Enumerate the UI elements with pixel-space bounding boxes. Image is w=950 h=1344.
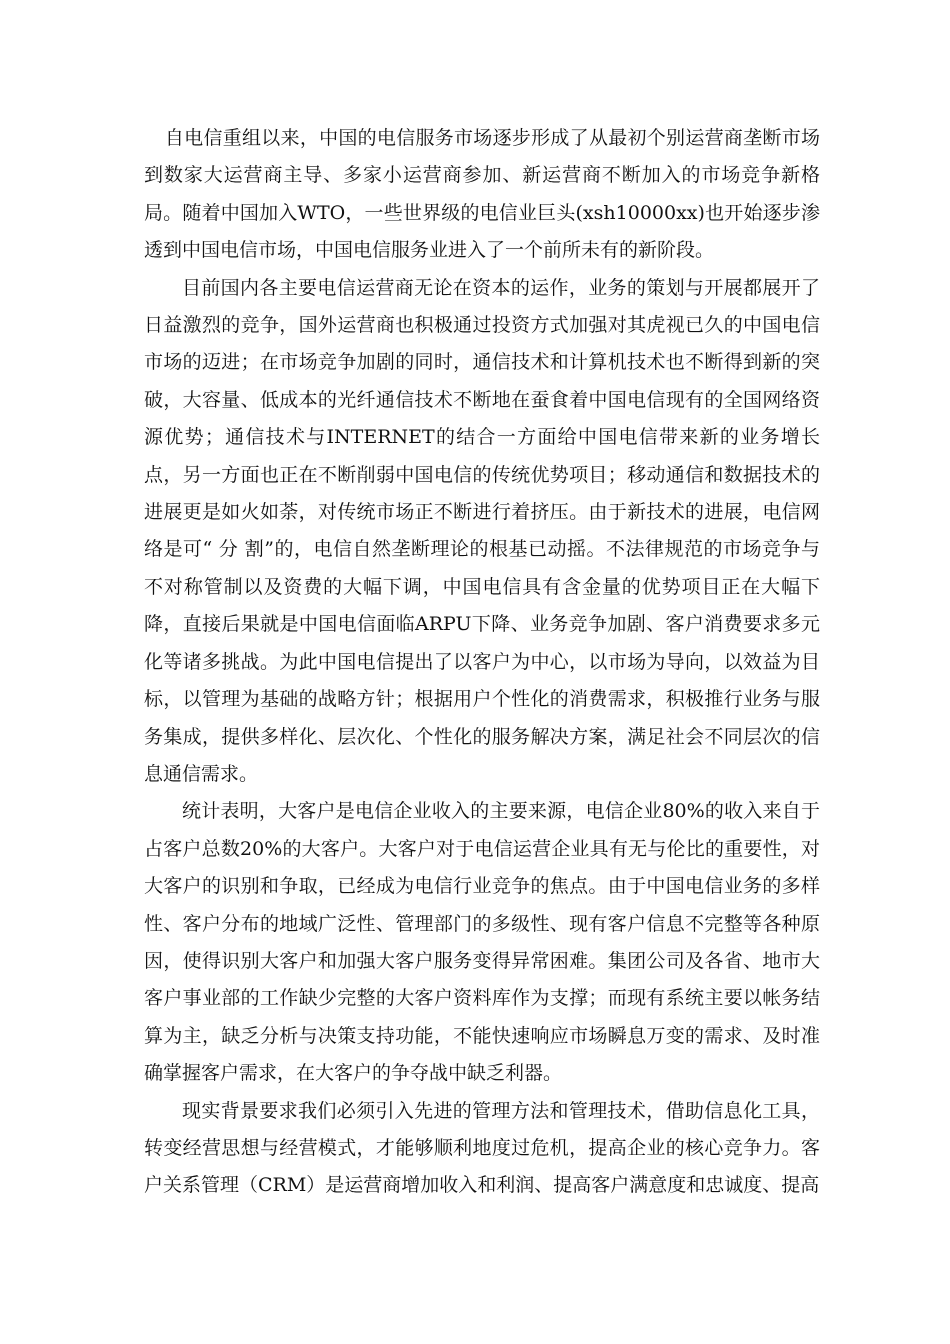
paragraph-3: 统计表明，大客户是电信企业收入的主要来源，电信企业80%的收入来自于占客户总数20%的大客户。大客户对于电信运营企业具有无与伦比的重要性，对大客户的识别和争取，已经成为电信行业竞争的焦点。由于中国电信业务的多样性、客户分布的地域广泛性、管理部门的多级性、现有客户信息不完整等各种原因，使得识别大客户和加强大客户服务变得异常困难。集团公司及各省、地市大客户事业部的工作缺少完整的大客户资料库作为支撑；而现有系统主要以帐务结算为主，缺乏分析与决策支持功能，不能快速响应市场瞬息万变的需求、及时准确掌握客户需求，在大客户的争夺战中缺乏利器。	[144, 800, 820, 1085]
paragraph-1: 自电信重组以来，中国的电信服务市场逐步形成了从最初个别运营商垄断市场到数家大运营商主导、多家小运营商参加、新运营商不断加入的市场竞争新格局。随着中国加入WTO，一些世界级的电信业巨头(xsh10000xx)也开始逐步渗透到中国电信市场，中国电信服务业进入了一个前所未有的新阶段。	[144, 127, 820, 262]
paragraph-4: 现实背景要求我们必须引入先进的管理方法和管理技术，借助信息化工具，转变经营思想与经营模式，才能够顺利地度过危机，提高企业的核心竞争力。客户关系管理（CRM）是运营商增加收入和利润、提高客户满意度和忠诚度、提高	[144, 1099, 820, 1197]
document-body	[144, 120, 820, 1205]
paragraph-2: 目前国内各主要电信运营商无论在资本的运作，业务的策划与开展都展开了日益激烈的竞争，国外运营商也积极通过投资方式加强对其虎视已久的中国电信市场的迈进；在市场竞争加剧的同时，通信技术和计算机技术也不断得到新的突破，大容量、低成本的光纤通信技术不断地在蚕食着中国电信现有的全国网络资源优势；通信技术与INTERNET的结合一方面给中国电信带来新的业务增长点，另一方面也正在不断削弱中国电信的传统优势项目；移动通信和数据技术的进展更是如火如荼，对传统市场正不断进行着挤压。由于新技术的进展，电信网络是可“ 分 割”的，电信自然垄断理论的根基已动摇。不法律规范的市场竞争与不对称管制以及资费的大幅下调，中国电信具有含金量的优势项目正在大幅下降，直接后果就是中国电信面临ARPU下降、业务竞争加剧、客户消费要求多元化等诸多挑战。为此中国电信提出了以客户为中心，以市场为导向，以效益为目标，以管理为基础的战略方针；根据用户个性化的消费需求，积极推行业务与服务集成，提供多样化、层次化、个性化的服务解决方案，满足社会不同层次的信息通信需求。	[144, 276, 820, 785]
